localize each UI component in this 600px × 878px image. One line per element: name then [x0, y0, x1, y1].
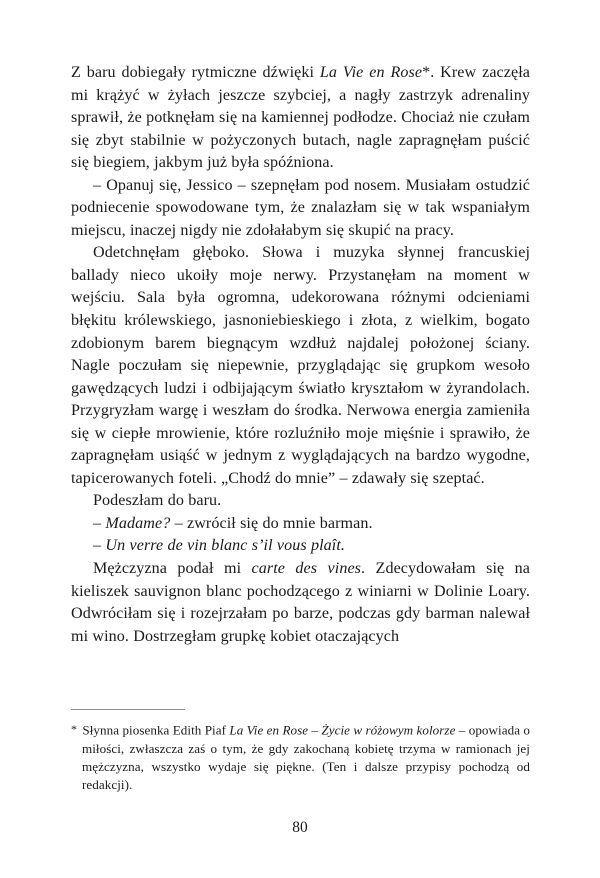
footnote-zone	[71, 709, 530, 795]
text-run: – zwrócił się do mnie barman.	[170, 514, 373, 532]
paragraph	[71, 490, 530, 513]
text-run: *. Krew zaczęła mi krążyć w żyłach jeszcze szybciej, a nagły zastrzyk adrenaliny sprawił, że potknęłam się na kamiennej podłodze. Chociaż nie czułam się zbyt stabilnie w pożyczonych butach, nagle zapragnęłam puścić się biegiem, jakbym już była spóźniona.	[71, 64, 530, 172]
footnote-text	[71, 720, 530, 795]
italic-run: Madame?	[105, 514, 171, 532]
italic-run: La Vie en Rose	[229, 722, 309, 738]
text-run: –	[93, 537, 106, 555]
text-run: – opowiada o miłości, zwłaszcza zaś o tym, że gdy zakochaną kobietę trzyma w ramionach jej mężczyzna, wszystko wydaje się piękne. (Ten i dalsze przypisy pochodzą od redakcji).	[82, 722, 530, 793]
paragraph	[71, 513, 530, 536]
italic-run: La Vie en Rose	[319, 64, 423, 81]
paragraph	[71, 558, 530, 648]
text-run: –	[308, 722, 322, 738]
text-run: Mężczyzna podał mi	[93, 560, 252, 578]
italic-run: Życie w różowym kolorze	[321, 722, 456, 738]
text-run: . Zdecydowałam się na kieliszek sauvignon blanc pochodzącego z winiarni w Dolinie Loary. Odwróciłam się i rozejrzałam po barze, podczas gdy barman nalewał mi wino. Dostrzegłam grupkę kobiet otaczających	[71, 560, 530, 645]
text-run: Z baru dobiegały rytmiczne dźwięki	[71, 64, 320, 81]
body-text-block	[71, 62, 530, 648]
text-run: Odetchnęłam głęboko. Słowa i muzyka słynnej francuskiej ballady nieco ukoiły moje nerwy. Przystanęłam na moment w wejściu. Sala była ogromna, udekorowana różnymi odcieniami błękitu królewskiego, jasnoniebieskiego i złota, z wielkim, bogato zdobionym barem biegnącym wzdłuż najdalej położonej ściany. Nagle poczułam się niepewnie, przyglądając się grupkom wesoło gawędzących ludzi i odbijającym światło kryształom w żyrandolach. Przygryzłam wargę i weszłam do środka. Nerwowa energia zamieniła się w ciepłe mrowienie, które rozluźniło moje mięśnie i sprawiło, że zapragnęłam usiąść w jednym z wyglądających na bardzo wygodne, tapicerowanych foteli. „Chodź do mnie” – zdawały się szeptać.	[71, 244, 530, 487]
footnote-separator-rule	[71, 709, 185, 710]
italic-run: carte des vines	[251, 560, 362, 578]
footnote-marker: *	[71, 722, 78, 736]
paragraph	[71, 62, 530, 175]
italic-run: Un verre de vin blanc s’il vous plaît.	[105, 537, 345, 555]
text-run: – Opanuj się, Jessico – szepnęłam pod nosem. Musiałam ostudzić podniecenie spowodowane tym, że znalazłam się w tak wspaniałym miejscu, inaczej nigdy nie zdołałabym się skupić na pracy.	[71, 176, 530, 239]
text-run: Podeszłam do baru.	[93, 492, 222, 510]
paragraph	[71, 175, 530, 243]
page-number: 80	[292, 819, 308, 836]
text-run: –	[93, 514, 106, 532]
paragraph	[71, 242, 530, 490]
text-run: Słynna piosenka Edith Piaf	[79, 722, 230, 738]
paragraph	[71, 535, 530, 558]
